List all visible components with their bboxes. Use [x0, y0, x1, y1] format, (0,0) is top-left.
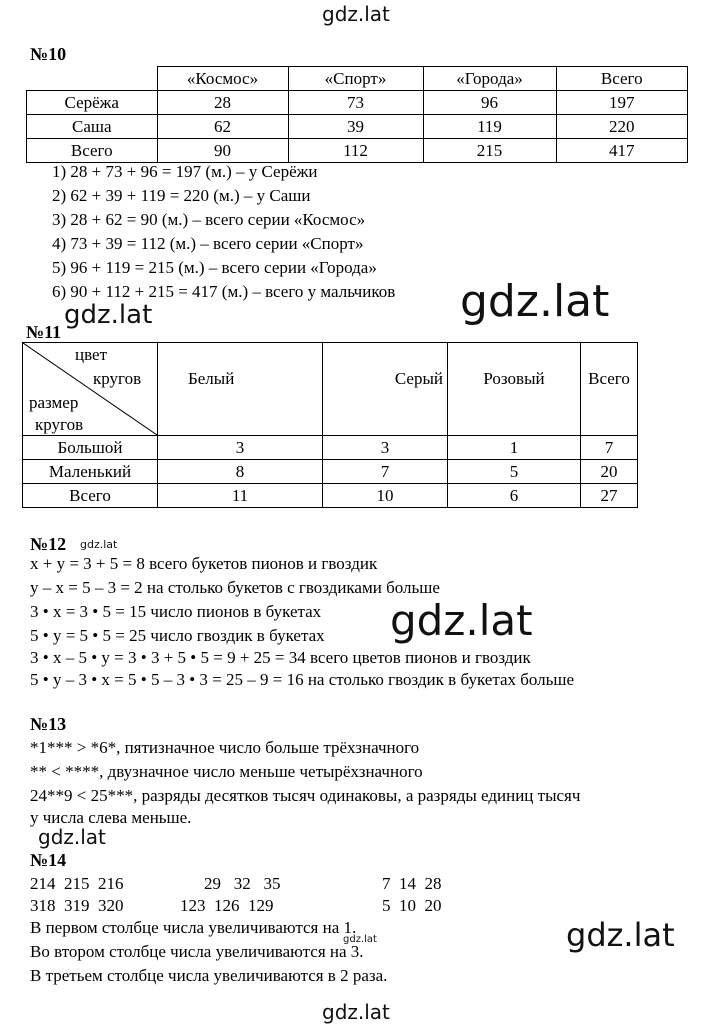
solution-line: В третьем столбце числа увеличиваются в 2 раза. — [30, 966, 388, 985]
table-cell: 220 — [556, 115, 688, 139]
table-cell: 96 — [423, 91, 556, 115]
corner-label: кругов — [35, 415, 84, 434]
solution-line: y – x = 5 – 3 = 2 на столько букетов с гвоздиками больше — [30, 578, 440, 597]
solution-line: 4) 73 + 39 = 112 (м.) – всего серии «Спорт» — [52, 234, 364, 253]
task12-title: №12 — [30, 534, 67, 554]
number-sequence: 7 14 28 — [382, 874, 442, 893]
table-cell: 3 — [323, 436, 448, 460]
watermark: gdz.lat — [343, 934, 377, 945]
header-cell: «Спорт» — [288, 67, 423, 91]
corner-label: цвет — [75, 345, 107, 364]
table-row — [27, 115, 688, 139]
solution-line: 5 • y = 5 • 5 = 25 число гвоздик в букетах — [30, 626, 325, 645]
task10-title: №10 — [30, 44, 67, 64]
watermark: gdz.lat — [566, 916, 675, 954]
table-cell: 7 — [581, 436, 638, 460]
solution-line: 1) 28 + 73 + 96 = 197 (м.) – у Серёжи — [52, 162, 318, 181]
number-sequence: 5 10 20 — [382, 896, 442, 915]
corner-label: размер — [29, 393, 79, 412]
watermark: gdz.lat — [322, 2, 390, 26]
table-cell: 11 — [158, 484, 323, 508]
number-sequence: 318 319 320 — [30, 896, 124, 915]
table-cell: 112 — [288, 139, 423, 163]
row-label: Маленький — [23, 460, 158, 484]
row-label: Серёжа — [27, 91, 158, 115]
table-cell: 28 — [157, 91, 288, 115]
table-cell: 7 — [323, 460, 448, 484]
solution-line: В первом столбце числа увеличиваются на 1. — [30, 918, 357, 937]
table-row — [23, 436, 638, 460]
header-cell: «Космос» — [157, 67, 288, 91]
table-cell: 215 — [423, 139, 556, 163]
row-label: Саша — [27, 115, 158, 139]
task13-title: №13 — [30, 714, 67, 734]
table-header-row — [27, 67, 688, 91]
row-label: Большой — [23, 436, 158, 460]
task11-table — [22, 342, 638, 508]
watermark: gdz.lat — [460, 276, 610, 327]
row-label: Всего — [27, 139, 158, 163]
table-cell: 417 — [556, 139, 688, 163]
solution-line: 3) 28 + 62 = 90 (м.) – всего серии «Космос» — [52, 210, 366, 229]
row-label: Всего — [23, 484, 158, 508]
header-cell: Всего — [556, 67, 688, 91]
number-sequence: 123 126 129 — [180, 896, 274, 915]
header-cell: Белый — [158, 343, 323, 436]
table-cell: 39 — [288, 115, 423, 139]
solution-line: *1*** > *6*, пятизначное число больше трёхзначного — [30, 738, 420, 757]
solution-line: 2) 62 + 39 + 119 = 220 (м.) – у Саши — [52, 186, 311, 205]
header-cell: Розовый — [448, 343, 581, 436]
table-cell: 6 — [448, 484, 581, 508]
table-cell: 73 — [288, 91, 423, 115]
solution-line: ** < ****, двузначное число меньше четырёхзначного — [30, 762, 423, 781]
table-cell: 197 — [556, 91, 688, 115]
solution-line: 3 • x – 5 • y = 3 • 3 + 5 • 5 = 9 + 25 = 34 всего цветов пионов и гвоздик — [30, 648, 531, 667]
task10-table — [26, 66, 688, 163]
table-header-row — [23, 343, 638, 436]
table-cell: 8 — [158, 460, 323, 484]
table-cell: 62 — [157, 115, 288, 139]
solution-line: 24**9 < 25***, разряды десятков тысяч одинаковы, а разряды единиц тысяч — [30, 786, 581, 805]
solution-line: у числа слева меньше. — [30, 808, 192, 827]
table-cell: 5 — [448, 460, 581, 484]
table-cell: 3 — [158, 436, 323, 460]
table-row — [23, 460, 638, 484]
task14-title: №14 — [30, 850, 67, 870]
watermark: gdz.lat — [322, 1000, 390, 1024]
solution-line: 5 • y – 3 • x = 5 • 5 – 3 • 3 = 25 – 9 = 16 на столько гвоздик в букетах больше — [30, 670, 575, 689]
watermark: gdz.lat — [64, 300, 153, 330]
task11-title: №11 — [26, 322, 62, 342]
header-cell: Серый — [323, 343, 448, 436]
watermark: gdz.lat — [38, 825, 106, 849]
solution-line: Во втором столбце числа увеличиваются на 3. — [30, 942, 364, 961]
watermark: gdz.lat — [390, 596, 533, 645]
corner-cell — [23, 343, 158, 436]
solution-line: 6) 90 + 112 + 215 = 417 (м.) – всего у мальчиков — [52, 282, 396, 301]
number-sequence: 214 215 216 — [30, 874, 124, 893]
watermark: gdz.lat — [80, 538, 118, 551]
solution-line: 5) 96 + 119 = 215 (м.) – всего серии «Города» — [52, 258, 377, 277]
header-cell: «Города» — [423, 67, 556, 91]
solution-line: 3 • x = 3 • 5 = 15 число пионов в букетах — [30, 602, 322, 621]
table-cell: 1 — [448, 436, 581, 460]
table-cell: 10 — [323, 484, 448, 508]
table-cell: 20 — [581, 460, 638, 484]
corner-label: кругов — [93, 369, 142, 388]
table-row — [23, 484, 638, 508]
table-cell: 119 — [423, 115, 556, 139]
table-row — [27, 139, 688, 163]
number-sequence: 29 32 35 — [204, 874, 281, 893]
table-row — [27, 91, 688, 115]
solution-line: x + y = 3 + 5 = 8 всего букетов пионов и гвоздик — [30, 554, 378, 573]
table-cell: 90 — [157, 139, 288, 163]
header-cell — [27, 67, 158, 91]
header-cell: Всего — [581, 343, 638, 436]
table-cell: 27 — [581, 484, 638, 508]
